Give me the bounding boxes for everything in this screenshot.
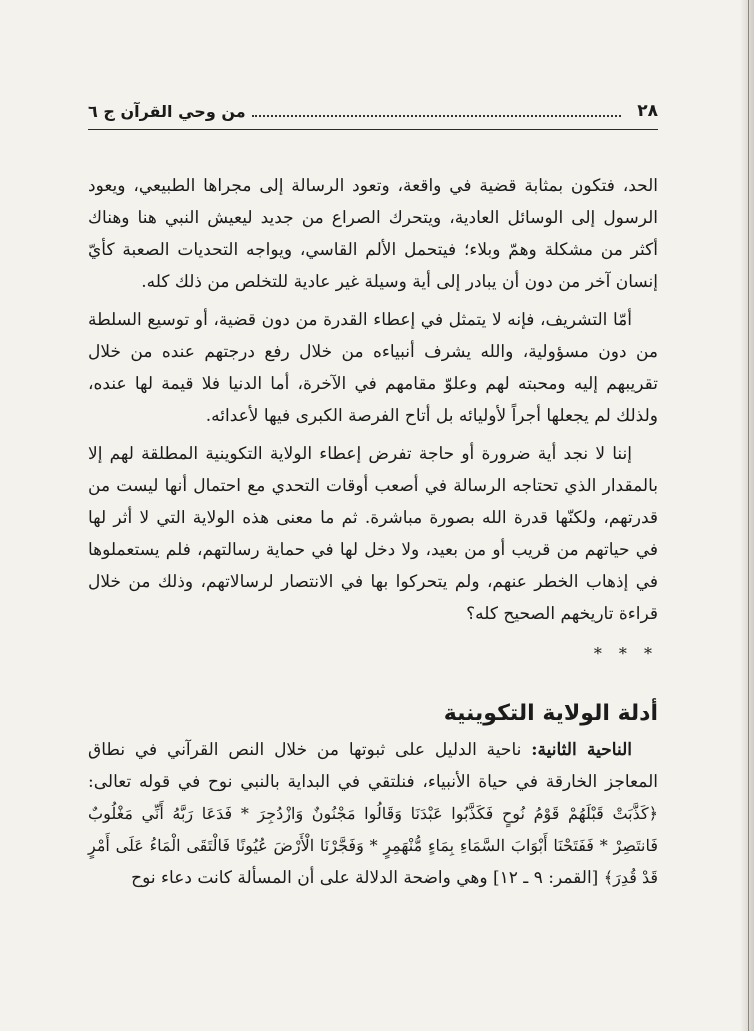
paragraph-3: إننا لا نجد أية ضرورة أو حاجة تفرض إعطاء الولاية التكوينية المطلقة لهم إلا بالمقدار الذي تحتاجه الرسالة في أصعب أوقات التحدي مع احتمال أنها ليست من قدرتهم، ولكنّها قدرة الله بصورة مباشرة. ثم ما معنى هذه الولاية التي لا أثر لها في حياتهم من قريب أو من بعيد، ولا دخل لها في حماية رسالتهم، فلم يستعملوها في إذهاب الخطر عنهم، ولم يتحركوا بها في الانتصار لرسالاتهم، وذلك من خلال قراءة تاريخهم الصحيح كله؟ bbox=[88, 444, 658, 624]
section-heading: أدلة الولاية التكوينية bbox=[443, 701, 658, 726]
page-edge-shadow bbox=[740, 0, 754, 1031]
citation-text: [القمر: ٩ ـ ١٢] وهي واضحة الدلالة على أن المسألة كانت دعاء نوح bbox=[131, 868, 604, 888]
quran-verse: ﴿كَذَّبَتْ قَبْلَهُمْ قَوْمُ نُوحٍ فَكَذَّبُوا عَبْدَنَا وَقَالُوا مَجْنُونٌ وَازْدُجِرَ * فَدَعَا رَبَّهُ أَنِّي مَغْلُوبٌ فَانتَصِرْ * فَفَتَحْنَا أَبْوَابَ السَّمَاءِ بِمَاءٍ مُّنْهَمِرٍ * وَفَجَّرْنَا الْأَرْضَ عُيُونًا فَالْتَقَى الْمَاءُ عَلَى أَمْرٍ قَدْ قُدِرَ﴾ bbox=[88, 804, 658, 887]
header-dot-leader bbox=[252, 105, 622, 117]
lead-text: ناحية الدليل على ثبوتها من خلال النص القرآني في نطاق المعاجز الخارقة في حياة الأنبياء، فنلتقي في البداية بالنبي نوح في قوله تعالى: bbox=[88, 740, 658, 792]
book-title: من وحي القرآن ج ٦ bbox=[88, 101, 246, 121]
header-rule bbox=[88, 129, 658, 130]
page-number: ٢٨ bbox=[637, 101, 658, 121]
paragraph-2: أمّا التشريف، فإنه لا يتمثل في إعطاء القدرة من دون قضية، أو توسيع السلطة من دون مسؤولية، والله يشرف أنبياءه من خلال رفع درجتهم عنده من خلال تقريبهم إليه ومحبته لهم وعلوّ مقامهم في الآخرة، أما الدنيا فلا قيمة لها عنده، ولذلك لم يجعلها أجراً لأوليائه بل أتاح الفرصة الكبرى فيها لأعدائه. bbox=[88, 310, 658, 426]
running-header bbox=[88, 96, 658, 126]
main-text bbox=[88, 170, 658, 900]
lead-label: الناحية الثانية: bbox=[531, 740, 632, 760]
paragraph-1: الحد، فتكون بمثابة قضية في واقعة، وتعود الرسالة إلى مجراها الطبيعي، ويعود الرسول إلى الوسائل العادية، ويتحرك الصراع من جديد ليعيش النبي هنا وهناك أكثر من مشكلة وهمّ وبلاء؛ فيتحمل الألم القاسي، ويواجه التحديات الصعبة كأيّ إنسان آخر من دون أن يبادر إلى أية وسيلة غير عادية للتخلص من ذلك كله. bbox=[88, 176, 658, 292]
paragraph-4 bbox=[88, 734, 658, 894]
section-separator: * * * bbox=[593, 644, 658, 663]
page-edge-line bbox=[748, 0, 749, 1031]
